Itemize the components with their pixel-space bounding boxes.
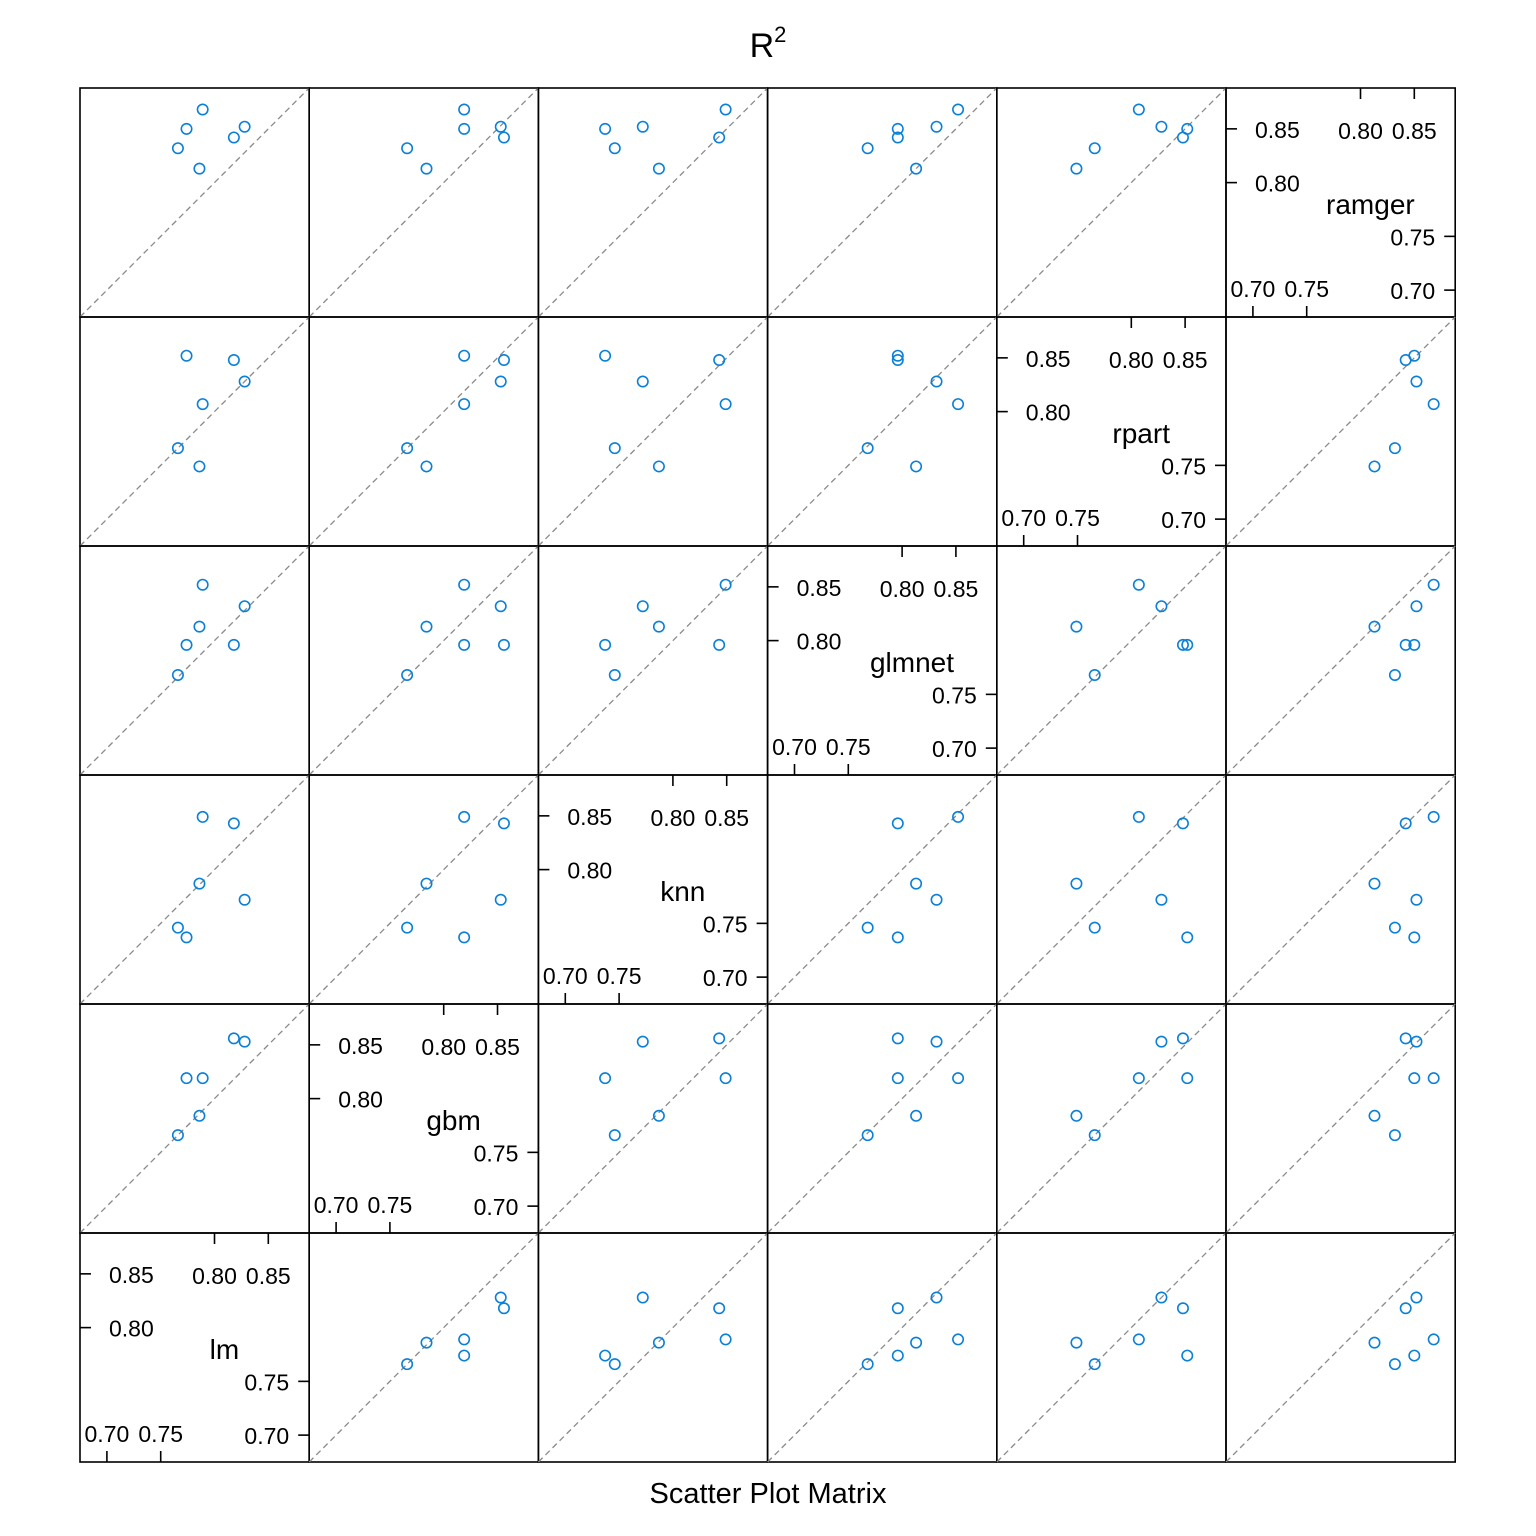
matrix-cell-r1-c1 [80, 88, 309, 317]
data-point-ramger-vs-rpart-4 [1428, 399, 1438, 409]
data-point-lm-vs-gbm-4 [197, 1073, 207, 1083]
tick-label: 0.85 [567, 803, 613, 830]
data-point-rpart-vs-gbm-5 [1178, 1033, 1188, 1043]
data-point-gbm-vs-knn-5 [499, 818, 509, 828]
variable-label: knn [660, 875, 706, 907]
data-point-lm-vs-glmnet-5 [229, 640, 239, 650]
data-point-knn-vs-lm-3 [654, 1337, 664, 1347]
matrix-cells [80, 88, 1455, 1462]
data-point-ramger-vs-lm-2 [1409, 1350, 1419, 1360]
data-point-gbm-vs-rpart-4 [459, 399, 469, 409]
data-point-lm-vs-knn-2 [181, 932, 191, 942]
data-point-lm-vs-rpart-5 [229, 355, 239, 365]
reference-line [997, 1233, 1226, 1462]
matrix-cell-r2-c2 [309, 317, 538, 546]
tick-label: 0.85 [1391, 118, 1437, 144]
tick-label: 0.70 [1230, 276, 1276, 302]
data-point-glmnet-vs-gbm-6 [931, 1036, 941, 1046]
data-point-gbm-vs-rpart-2 [459, 351, 469, 361]
data-point-glmnet-vs-gbm-3 [911, 1111, 921, 1121]
reference-line [997, 88, 1226, 317]
matrix-cell-r1-c2 [309, 88, 538, 317]
tick-label: 0.80 [1025, 399, 1071, 426]
data-point-gbm-vs-ramger-4 [459, 104, 469, 114]
data-point-gbm-vs-glmnet-6 [496, 601, 506, 611]
data-point-glmnet-vs-gbm-2 [893, 1073, 903, 1083]
reference-line [1226, 317, 1455, 546]
matrix-cell-r4-c4 [768, 775, 997, 1004]
data-point-knn-vs-ramger-5 [714, 132, 724, 142]
data-point-gbm-vs-rpart-3 [421, 461, 431, 471]
data-point-lm-vs-knn-4 [197, 812, 207, 822]
data-point-rpart-vs-glmnet-4 [1134, 580, 1144, 590]
data-point-gbm-vs-rpart-6 [496, 376, 506, 386]
data-point-glmnet-vs-rpart-3 [911, 461, 921, 471]
data-point-rpart-vs-glmnet-1 [1090, 670, 1100, 680]
reference-line [538, 317, 767, 546]
data-point-gbm-vs-glmnet-1 [402, 670, 412, 680]
data-point-ramger-vs-lm-1 [1390, 1359, 1400, 1369]
data-point-knn-vs-lm-6 [638, 1292, 648, 1302]
data-point-rpart-vs-gbm-2 [1182, 1073, 1192, 1083]
data-point-rpart-vs-lm-5 [1178, 1303, 1188, 1313]
matrix-cell-r4-c2 [309, 775, 538, 1004]
data-point-ramger-vs-rpart-3 [1369, 461, 1379, 471]
matrix-cell-r2-c5 [997, 317, 1226, 546]
matrix-cell-r1-c6 [1226, 88, 1455, 317]
data-point-rpart-vs-gbm-6 [1156, 1036, 1166, 1046]
matrix-cell-r3-c5 [997, 546, 1226, 775]
reference-line [309, 317, 538, 546]
data-point-lm-vs-glmnet-2 [181, 640, 191, 650]
data-point-ramger-vs-lm-5 [1401, 1303, 1411, 1313]
matrix-cell-r6-c2 [309, 1233, 538, 1462]
data-point-lm-vs-gbm-5 [229, 1033, 239, 1043]
data-point-knn-vs-lm-1 [610, 1359, 620, 1369]
data-point-glmnet-vs-lm-5 [893, 1303, 903, 1313]
variable-label: glmnet [869, 646, 955, 678]
data-point-ramger-vs-knn-5 [1401, 818, 1411, 828]
matrix-cell-r6-c1 [80, 1233, 309, 1462]
data-point-gbm-vs-lm-1 [402, 1359, 412, 1369]
data-point-glmnet-vs-ramger-1 [862, 143, 872, 153]
data-point-rpart-vs-knn-1 [1090, 922, 1100, 932]
x-axis-label: Scatter Plot Matrix [649, 1478, 887, 1510]
tick-label: 0.85 [338, 1032, 383, 1059]
tick-label: 0.70 [932, 736, 977, 763]
matrix-cell-r5-c6 [1226, 1004, 1455, 1233]
data-point-gbm-vs-ramger-5 [499, 132, 509, 142]
tick-label: 0.75 [825, 734, 871, 760]
tick-label: 0.70 [702, 965, 748, 992]
data-point-knn-vs-gbm-2 [600, 1073, 610, 1083]
tick-label: 0.70 [542, 963, 588, 989]
reference-line [538, 1004, 767, 1233]
data-point-ramger-vs-knn-1 [1390, 922, 1400, 932]
data-point-gbm-vs-lm-6 [496, 1292, 506, 1302]
data-point-ramger-vs-gbm-1 [1390, 1130, 1400, 1140]
matrix-cell-r2-c3 [538, 317, 767, 546]
data-point-ramger-vs-knn-6 [1411, 895, 1421, 905]
data-point-glmnet-vs-gbm-5 [893, 1033, 903, 1043]
data-point-gbm-vs-glmnet-4 [459, 580, 469, 590]
matrix-cell-r4-c6 [1226, 775, 1455, 1004]
data-point-knn-vs-ramger-3 [654, 163, 664, 173]
data-point-ramger-vs-knn-2 [1409, 932, 1419, 942]
data-point-lm-vs-rpart-1 [173, 443, 183, 453]
tick-label: 0.85 [933, 576, 979, 602]
data-point-glmnet-vs-knn-2 [893, 932, 903, 942]
data-point-gbm-vs-ramger-6 [496, 122, 506, 132]
data-point-glmnet-vs-knn-5 [893, 818, 903, 828]
tick-label: 0.85 [245, 1263, 291, 1289]
data-point-gbm-vs-glmnet-5 [499, 640, 509, 650]
matrix-cell-r5-c1 [80, 1004, 309, 1233]
tick-label: 0.75 [702, 911, 748, 938]
tick-label: 0.70 [1161, 507, 1206, 534]
tick-label: 0.70 [1001, 505, 1047, 531]
data-point-rpart-vs-knn-3 [1071, 878, 1081, 888]
data-point-rpart-vs-lm-1 [1090, 1359, 1100, 1369]
tick-label: 0.80 [796, 628, 842, 655]
data-point-lm-vs-knn-5 [229, 818, 239, 828]
reference-line [768, 317, 997, 546]
data-point-knn-vs-ramger-6 [638, 122, 648, 132]
data-point-lm-vs-glmnet-3 [194, 621, 204, 631]
data-point-ramger-vs-glmnet-3 [1369, 621, 1379, 631]
data-point-lm-vs-ramger-5 [229, 132, 239, 142]
tick-label: 0.85 [796, 574, 842, 601]
data-point-gbm-vs-rpart-5 [499, 355, 509, 365]
tick-label: 0.80 [421, 1034, 467, 1060]
data-point-knn-vs-lm-4 [720, 1334, 730, 1344]
matrix-cell-r5-c5 [997, 1004, 1226, 1233]
tick-label: 0.85 [1025, 345, 1071, 372]
reference-line [80, 88, 309, 317]
tick-label: 0.70 [772, 734, 817, 760]
data-point-knn-vs-gbm-5 [714, 1033, 724, 1043]
data-point-gbm-vs-glmnet-3 [421, 621, 431, 631]
data-point-glmnet-vs-gbm-1 [862, 1130, 872, 1140]
data-point-gbm-vs-ramger-1 [402, 143, 412, 153]
data-point-gbm-vs-rpart-1 [402, 443, 412, 453]
data-point-lm-vs-ramger-2 [181, 124, 191, 134]
matrix-cell-r5-c3 [538, 1004, 767, 1233]
variable-label: gbm [426, 1104, 481, 1136]
data-point-knn-vs-glmnet-3 [654, 621, 664, 631]
variable-label: lm [209, 1333, 240, 1365]
reference-line [1226, 775, 1455, 1004]
data-point-rpart-vs-lm-2 [1182, 1350, 1192, 1360]
matrix-cell-r4-c1 [80, 775, 309, 1004]
matrix-cell-r2-c4 [768, 317, 997, 546]
matrix-cell-r6-c5 [997, 1233, 1226, 1462]
data-point-lm-vs-knn-6 [239, 895, 249, 905]
matrix-cell-r3-c2 [309, 546, 538, 775]
reference-line [997, 1004, 1226, 1233]
tick-label: 0.70 [84, 1421, 130, 1447]
tick-label: 0.75 [367, 1192, 413, 1218]
data-point-lm-vs-gbm-3 [194, 1111, 204, 1121]
data-point-ramger-vs-lm-6 [1411, 1292, 1421, 1302]
data-point-lm-vs-knn-3 [194, 878, 204, 888]
data-point-glmnet-vs-rpart-1 [862, 443, 872, 453]
tick-label: 0.80 [1338, 118, 1383, 144]
matrix-cell-r3-c1 [80, 546, 309, 775]
data-point-knn-vs-gbm-4 [720, 1073, 730, 1083]
data-point-knn-vs-rpart-1 [610, 443, 620, 453]
reference-line [768, 1004, 997, 1233]
data-point-ramger-vs-lm-4 [1428, 1334, 1438, 1344]
tick-label: 0.80 [879, 576, 925, 602]
data-point-glmnet-vs-knn-1 [862, 922, 872, 932]
data-point-knn-vs-ramger-1 [610, 143, 620, 153]
data-point-lm-vs-ramger-6 [239, 122, 249, 132]
data-point-glmnet-vs-knn-3 [911, 878, 921, 888]
matrix-cell-r1-c3 [538, 88, 767, 317]
data-point-lm-vs-rpart-4 [197, 399, 207, 409]
data-point-rpart-vs-lm-3 [1071, 1337, 1081, 1347]
data-point-glmnet-vs-lm-4 [953, 1334, 963, 1344]
matrix-cell-r2-c1 [80, 317, 309, 546]
data-point-knn-vs-lm-2 [600, 1350, 610, 1360]
reference-line [80, 775, 309, 1004]
matrix-cell-r2-c6 [1226, 317, 1455, 546]
variable-label: rpart [1112, 417, 1170, 449]
data-point-gbm-vs-knn-4 [459, 812, 469, 822]
reference-line [538, 546, 767, 775]
reference-line [80, 546, 309, 775]
reference-line [997, 775, 1226, 1004]
data-point-knn-vs-ramger-4 [720, 104, 730, 114]
data-point-gbm-vs-lm-3 [421, 1337, 431, 1347]
data-point-knn-vs-rpart-5 [714, 355, 724, 365]
matrix-cell-r5-c4 [768, 1004, 997, 1233]
tick-label: 0.75 [138, 1421, 184, 1447]
data-point-glmnet-vs-knn-6 [931, 895, 941, 905]
data-point-lm-vs-gbm-6 [239, 1036, 249, 1046]
data-point-gbm-vs-knn-2 [459, 932, 469, 942]
tick-label: 0.75 [473, 1140, 519, 1167]
data-point-gbm-vs-lm-5 [499, 1303, 509, 1313]
tick-label: 0.75 [1284, 276, 1330, 302]
data-point-knn-vs-glmnet-2 [600, 640, 610, 650]
tick-label: 0.85 [1255, 116, 1300, 143]
reference-line [80, 317, 309, 546]
data-point-ramger-vs-glmnet-4 [1428, 580, 1438, 590]
reference-line [309, 775, 538, 1004]
tick-label: 0.85 [704, 805, 750, 831]
tick-label: 0.75 [1055, 505, 1100, 531]
matrix-cell-r1-c5 [997, 88, 1226, 317]
tick-label: 0.75 [244, 1369, 290, 1396]
data-point-rpart-vs-gbm-1 [1090, 1130, 1100, 1140]
data-point-rpart-vs-gbm-4 [1134, 1073, 1144, 1083]
reference-line [768, 1233, 997, 1462]
data-point-ramger-vs-gbm-4 [1428, 1073, 1438, 1083]
data-point-knn-vs-rpart-2 [600, 351, 610, 361]
data-point-lm-vs-gbm-2 [181, 1073, 191, 1083]
data-point-rpart-vs-ramger-4 [1134, 104, 1144, 114]
data-point-rpart-vs-gbm-3 [1071, 1111, 1081, 1121]
matrix-cell-r6-c4 [768, 1233, 997, 1462]
matrix-cell-r6-c6 [1226, 1233, 1455, 1462]
data-point-rpart-vs-ramger-3 [1071, 163, 1081, 173]
tick-label: 0.70 [244, 1423, 290, 1450]
reference-line [768, 88, 997, 317]
tick-label: 0.75 [932, 682, 977, 709]
data-point-ramger-vs-gbm-2 [1409, 1073, 1419, 1083]
data-point-glmnet-vs-lm-2 [893, 1350, 903, 1360]
tick-label: 0.75 [596, 963, 642, 989]
reference-line [538, 88, 767, 317]
data-point-glmnet-vs-lm-1 [862, 1359, 872, 1369]
data-point-ramger-vs-knn-4 [1428, 812, 1438, 822]
data-point-knn-vs-glmnet-5 [714, 640, 724, 650]
data-point-rpart-vs-knn-4 [1134, 812, 1144, 822]
data-point-gbm-vs-glmnet-2 [459, 640, 469, 650]
data-point-rpart-vs-glmnet-3 [1071, 621, 1081, 631]
tick-label: 0.80 [1255, 170, 1300, 197]
data-point-rpart-vs-ramger-5 [1178, 132, 1188, 142]
data-point-knn-vs-glmnet-6 [638, 601, 648, 611]
data-point-rpart-vs-ramger-6 [1156, 122, 1166, 132]
tick-label: 0.80 [338, 1086, 383, 1113]
data-point-gbm-vs-knn-6 [496, 895, 506, 905]
tick-label: 0.80 [1108, 347, 1154, 373]
data-point-ramger-vs-rpart-5 [1401, 355, 1411, 365]
data-point-lm-vs-gbm-1 [173, 1130, 183, 1140]
variable-label: ramger [1326, 188, 1415, 220]
data-point-glmnet-vs-ramger-4 [953, 104, 963, 114]
tick-label: 0.80 [567, 857, 613, 884]
tick-label: 0.85 [109, 1261, 154, 1288]
data-point-lm-vs-glmnet-1 [173, 670, 183, 680]
data-point-rpart-vs-ramger-1 [1090, 143, 1100, 153]
matrix-cell-r3-c6 [1226, 546, 1455, 775]
matrix-cell-r5-c2 [309, 1004, 538, 1233]
data-point-gbm-vs-ramger-2 [459, 124, 469, 134]
data-point-gbm-vs-ramger-3 [421, 163, 431, 173]
data-point-knn-vs-ramger-2 [600, 124, 610, 134]
tick-label: 0.70 [473, 1194, 519, 1221]
data-point-lm-vs-ramger-3 [194, 163, 204, 173]
matrix-cell-r4-c5 [997, 775, 1226, 1004]
data-point-ramger-vs-lm-3 [1369, 1337, 1379, 1347]
data-point-knn-vs-gbm-1 [610, 1130, 620, 1140]
matrix-cell-r4-c3 [538, 775, 767, 1004]
data-point-lm-vs-rpart-3 [194, 461, 204, 471]
data-point-ramger-vs-glmnet-1 [1390, 670, 1400, 680]
matrix-cell-r1-c4 [768, 88, 997, 317]
reference-line [1226, 546, 1455, 775]
matrix-cell-r3-c4 [768, 546, 997, 775]
reference-line [1226, 1233, 1455, 1462]
reference-line [768, 775, 997, 1004]
data-point-rpart-vs-knn-6 [1156, 895, 1166, 905]
data-point-lm-vs-ramger-1 [173, 143, 183, 153]
data-point-knn-vs-rpart-3 [654, 461, 664, 471]
tick-label: 0.75 [1161, 453, 1206, 480]
tick-label: 0.80 [109, 1315, 154, 1342]
data-point-glmnet-vs-ramger-6 [931, 122, 941, 132]
data-point-ramger-vs-gbm-5 [1401, 1033, 1411, 1043]
data-point-gbm-vs-lm-4 [459, 1334, 469, 1344]
data-point-ramger-vs-glmnet-6 [1411, 601, 1421, 611]
data-point-knn-vs-lm-5 [714, 1303, 724, 1313]
tick-label: 0.85 [1162, 347, 1208, 373]
data-point-lm-vs-knn-1 [173, 922, 183, 932]
data-point-lm-vs-glmnet-4 [197, 580, 207, 590]
data-point-knn-vs-rpart-6 [638, 376, 648, 386]
matrix-cell-r6-c3 [538, 1233, 767, 1462]
data-point-glmnet-vs-gbm-4 [953, 1073, 963, 1083]
data-point-glmnet-vs-ramger-3 [911, 163, 921, 173]
data-point-glmnet-vs-lm-3 [911, 1337, 921, 1347]
data-point-ramger-vs-knn-3 [1369, 878, 1379, 888]
data-point-gbm-vs-lm-2 [459, 1350, 469, 1360]
data-point-rpart-vs-lm-4 [1134, 1334, 1144, 1344]
reference-line [997, 546, 1226, 775]
data-point-knn-vs-gbm-6 [638, 1036, 648, 1046]
data-point-ramger-vs-rpart-1 [1390, 443, 1400, 453]
tick-label: 0.75 [1390, 224, 1436, 251]
reference-line [309, 546, 538, 775]
tick-label: 0.85 [475, 1034, 520, 1060]
data-point-ramger-vs-gbm-6 [1411, 1036, 1421, 1046]
matrix-cell-r3-c3 [538, 546, 767, 775]
data-point-knn-vs-rpart-4 [720, 399, 730, 409]
data-point-rpart-vs-knn-2 [1182, 932, 1192, 942]
data-point-rpart-vs-knn-5 [1178, 818, 1188, 828]
chart-title: $R^2$ [749, 22, 787, 65]
tick-label: 0.70 [313, 1192, 359, 1218]
reference-line [538, 1233, 767, 1462]
tick-label: 0.80 [650, 805, 696, 831]
data-point-gbm-vs-knn-1 [402, 922, 412, 932]
data-point-ramger-vs-gbm-3 [1369, 1111, 1379, 1121]
tick-label: 0.70 [1390, 278, 1436, 305]
data-point-lm-vs-ramger-4 [197, 104, 207, 114]
data-point-knn-vs-glmnet-1 [610, 670, 620, 680]
data-point-lm-vs-rpart-2 [181, 351, 191, 361]
data-point-ramger-vs-rpart-6 [1411, 376, 1421, 386]
tick-label: 0.80 [192, 1263, 237, 1289]
data-point-glmnet-vs-rpart-4 [953, 399, 963, 409]
